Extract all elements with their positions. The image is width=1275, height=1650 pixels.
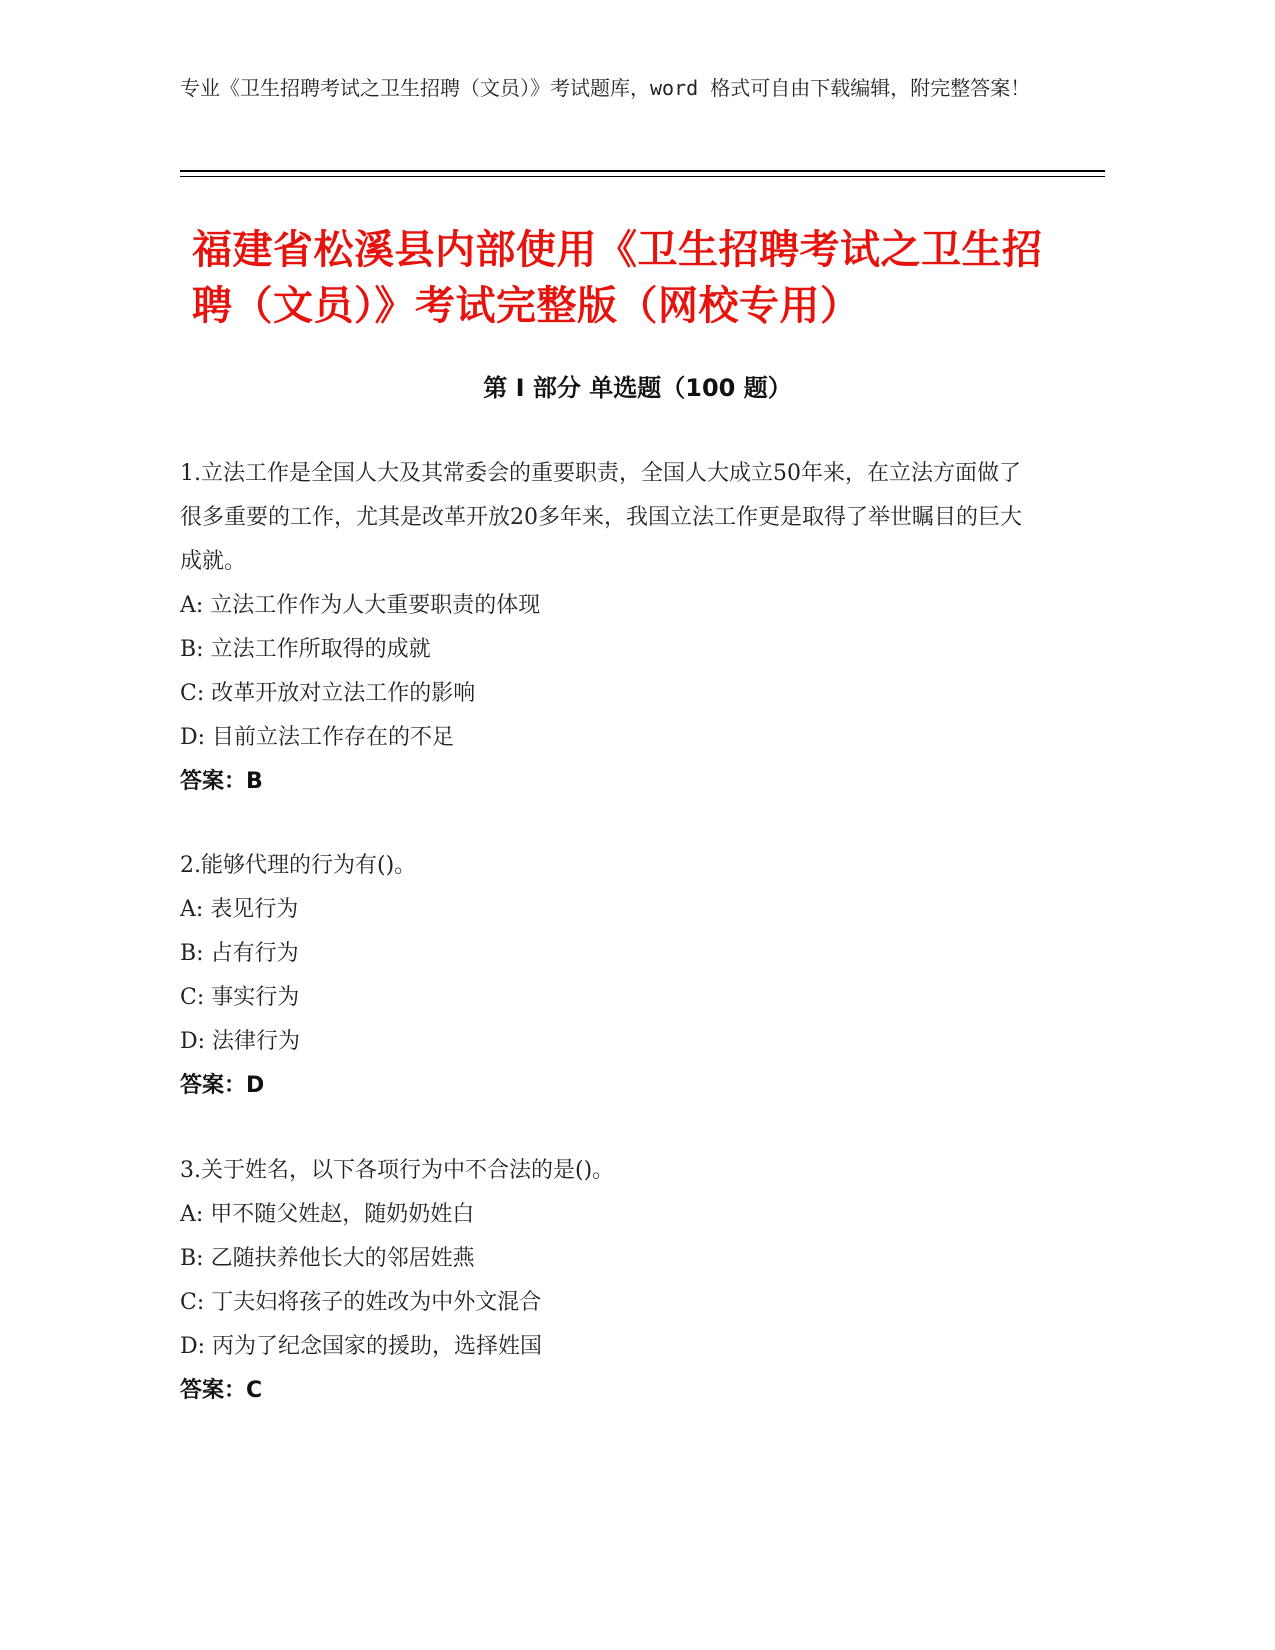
option-c: C: 事实行为 [180, 985, 300, 1010]
option-d: D: 丙为了纪念国家的援助，选择姓国 [180, 1334, 543, 1359]
question-stem: 2.能够代理的行为有()。 [180, 853, 417, 878]
option-a: A: 甲不随父姓赵，随奶奶姓白 [180, 1202, 475, 1227]
option-c: C: 改革开放对立法工作的影响 [180, 681, 476, 706]
option-b: B: 乙随扶养他长大的邻居姓燕 [180, 1246, 475, 1271]
option-b: B: 立法工作所取得的成就 [180, 637, 431, 662]
question-1 [180, 452, 1040, 804]
question-stem: 1.立法工作是全国人大及其常委会的重要职责，全国人大成立50年来，在立法方面做了很多重要的工作，尤其是改革开放20多年来，我国立法工作更是取得了举世瞩目的巨大成就。 [180, 461, 1022, 574]
option-d: D: 目前立法工作存在的不足 [180, 725, 455, 750]
question-stem: 3.关于姓名，以下各项行为中不合法的是()。 [180, 1158, 615, 1183]
header-divider-thin [180, 176, 1105, 177]
option-d: D: 法律行为 [180, 1029, 301, 1054]
section-heading: 第 I 部分 单选题（100 题） [483, 374, 792, 402]
answer: 答案：B [180, 769, 263, 794]
option-b: B: 占有行为 [180, 941, 299, 966]
option-a: A: 立法工作作为人大重要职责的体现 [180, 593, 541, 618]
answer: 答案：C [180, 1378, 263, 1403]
option-a: A: 表见行为 [180, 897, 299, 922]
document-title: 福建省松溪县内部使用《卫生招聘考试之卫生招聘（文员）》考试完整版（网校专用） [192, 227, 1043, 329]
question-2 [180, 844, 1040, 1108]
option-c: C: 丁夫妇将孩子的姓改为中外文混合 [180, 1290, 542, 1315]
header-note: 专业《卫生招聘考试之卫生招聘（文员）》考试题库，word 格式可自由下载编辑，附完整答案！ [180, 76, 1031, 100]
question-3 [180, 1149, 1040, 1413]
header-divider-thick [180, 170, 1105, 172]
answer: 答案：D [180, 1073, 265, 1098]
